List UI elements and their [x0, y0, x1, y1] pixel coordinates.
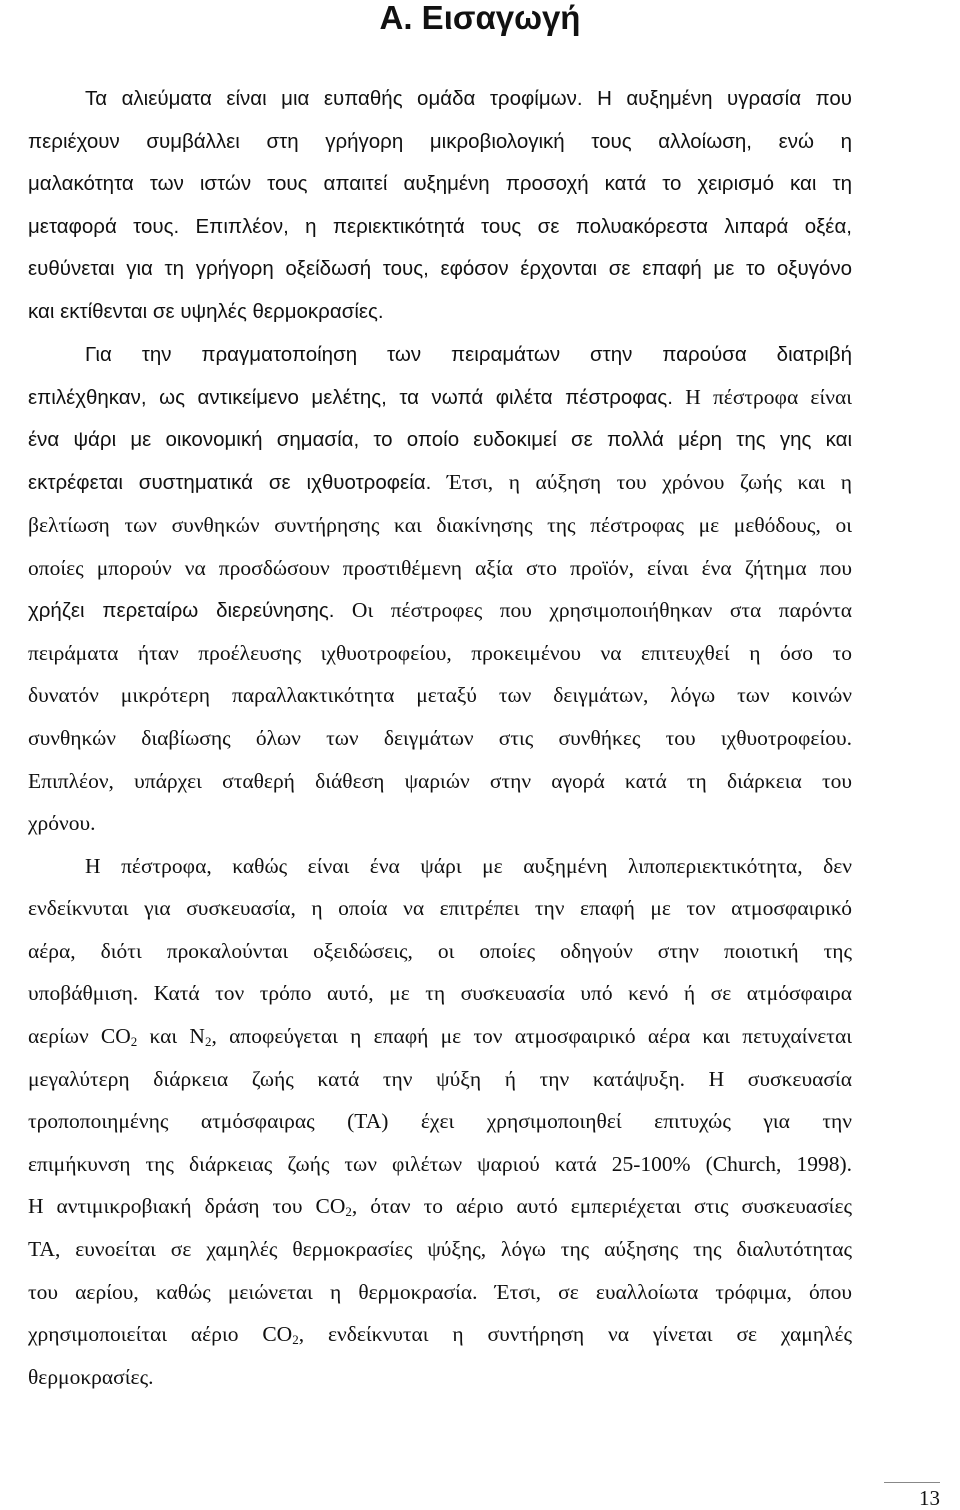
page-number: 13: [919, 1486, 940, 1510]
line-segment: χρησιμοποιείται αέριο CO: [28, 1322, 293, 1347]
paragraph-1-line: μαλακότητα των ιστών τους απαιτεί αυξημένη προσοχή κατά το χειρισμό και τη: [28, 172, 852, 196]
paragraph-2-line: βελτίωση των συνθηκών συντήρησης και διακίνησης της πέστροφας με μεθόδους, οι: [28, 512, 852, 537]
paragraph-3-line: επιμήκυνση της διάρκειας ζωής των φιλέτων ψαριού κατά 25-100% (Church, 1998).: [28, 1151, 852, 1176]
paragraph-2-line: οποίες μπορούν να προσδώσουν προστιθέμενη αξία στο προϊόν, είναι ένα ζήτημα που: [28, 555, 852, 580]
paragraph-2-line: χρόνου.: [28, 811, 96, 836]
paragraph-3-line: ΤΑ, ευνοείται σε χαμηλές θερμοκρασίες ψύξης, λόγω της αύξησης της διαλυτότητας: [28, 1237, 852, 1262]
paragraph-1-line: και εκτίθενται σε υψηλές θερμοκρασίες.: [28, 299, 384, 323]
paragraph-3-line: [28, 1015, 852, 1058]
subscript: 2: [130, 1034, 138, 1050]
line-segment: , όταν το αέριο αυτό εμπεριέχεται στις συσκευασίες: [351, 1194, 852, 1219]
line-segment: επιλέχθηκαν, ως αντικείμενο μελέτης, τα νωπά φιλέτα πέστροφας.: [28, 386, 673, 410]
paragraph-3-line: ενδείκνυται για συσκευασία, η οποία να επιτρέπει την επαφή με τον ατμοσφαιρικό: [28, 896, 852, 921]
paragraph-3-line: θερμοκρασίες.: [28, 1364, 154, 1389]
paragraph-1-line: μεταφορά τους. Επιπλέον, η περιεκτικότητά τους σε πολυακόρεστα λιπαρά οξέα,: [28, 214, 852, 238]
paragraph-3-line: τροποποιημένης ατμόσφαιρας (ΤΑ) έχει χρησιμοποιηθεί επιτυχώς για την: [28, 1109, 852, 1134]
paragraph-1-line: Τα αλιεύματα είναι μια ευπαθής ομάδα τροφίμων. Η αυξημένη υγρασία που: [85, 87, 852, 110]
body-text: [28, 78, 852, 1398]
paragraph-3-line: [28, 1185, 852, 1228]
paragraph-3-line: Η πέστροφα, καθώς είναι ένα ψάρι με αυξημένη λιποπεριεκτικότητα, δεν: [85, 853, 852, 878]
paragraph-3-line: του αερίου, καθώς μειώνεται η θερμοκρασία. Έτσι, σε ευαλλοίωτα τρόφιμα, όπου: [28, 1279, 852, 1304]
paragraph-1-line: ευθύνεται για τη γρήγορη οξείδωσή τους, εφόσον έρχονται σε επαφή με το οξυγόνο: [28, 257, 852, 281]
line-segment: , αποφεύγεται η επαφή με τον ατμοσφαιρικό αέρα και πετυχαίνεται: [211, 1024, 852, 1049]
line-segment: Η αντιμικροβιακή δράση του CO: [28, 1194, 346, 1219]
paragraph-2-line: Για την πραγματοποίηση των πειραμάτων στην παρούσα διατριβή: [85, 342, 852, 366]
paragraph-2-line: πειράματα ήταν προέλευσης ιχθυοτροφείου, προκειμένου να επιτευχθεί η όσο το: [28, 640, 852, 665]
footer-divider: [884, 1482, 940, 1483]
subscript: 2: [345, 1204, 352, 1220]
paragraph-2-line: ένα ψάρι με οικονομική σημασία, το οποίο ευδοκιμεί σε πολλά μέρη της γης και: [28, 427, 852, 451]
subscript: 2: [204, 1034, 212, 1050]
paragraph-1-line: περιέχουν συμβάλλει στη γρήγορη μικροβιολογική τους αλλοίωση, ενώ η: [28, 129, 852, 153]
line-segment: χρήζει περεταίρω διερεύνησης.: [28, 599, 335, 623]
line-segment: και N: [137, 1024, 205, 1049]
line-segment: εκτρέφεται συστηματικά σε ιχθυοτροφεία.: [28, 471, 432, 495]
paragraph-3-line: υποβάθμιση. Κατά τον τρόπο αυτό, με τη συσκευασία υπό κενό ή σε ατμόσφαιρα: [28, 981, 852, 1006]
line-segment: , ενδείκνυται η συντήρηση να γίνεται σε χαμηλές: [298, 1322, 853, 1347]
paragraph-2-line: Επιπλέον, υπάρχει σταθερή διάθεση ψαριών στην αγορά κατά τη διάρκεια του: [28, 768, 852, 793]
paragraph-2-line: [28, 376, 852, 419]
page-title: Α. Εισαγωγή: [379, 0, 581, 36]
line-segment: Έτσι, η αύξηση του χρόνου ζωής και η: [431, 470, 853, 495]
paragraph-2-line: συνθηκών διαβίωσης όλων των δειγμάτων στις συνθήκες του ιχθυοτροφείου.: [28, 725, 852, 750]
paragraph-2-line: [28, 461, 852, 504]
paragraph-3-line: αέρα, διότι προκαλούνται οξειδώσεις, οι οποίες οδηγούν στην ποιοτική της: [28, 938, 852, 963]
line-segment: αερίων CO: [28, 1024, 131, 1049]
paragraph-2-line: [28, 589, 852, 632]
line-segment: Οι πέστροφες που χρησιμοποιήθηκαν στα παρόντα: [334, 598, 852, 623]
line-segment: Η πέστροφα είναι: [672, 385, 853, 410]
paragraph-3-line: [28, 1313, 852, 1356]
paragraph-2-line: δυνατόν μικρότερη παραλλακτικότητα μεταξύ των δειγμάτων, λόγω των κοινών: [28, 683, 852, 708]
subscript: 2: [292, 1332, 299, 1348]
paragraph-3-line: μεγαλύτερη διάρκεια ζωής κατά την ψύξη ή την κατάψυξη. Η συσκευασία: [28, 1066, 852, 1091]
